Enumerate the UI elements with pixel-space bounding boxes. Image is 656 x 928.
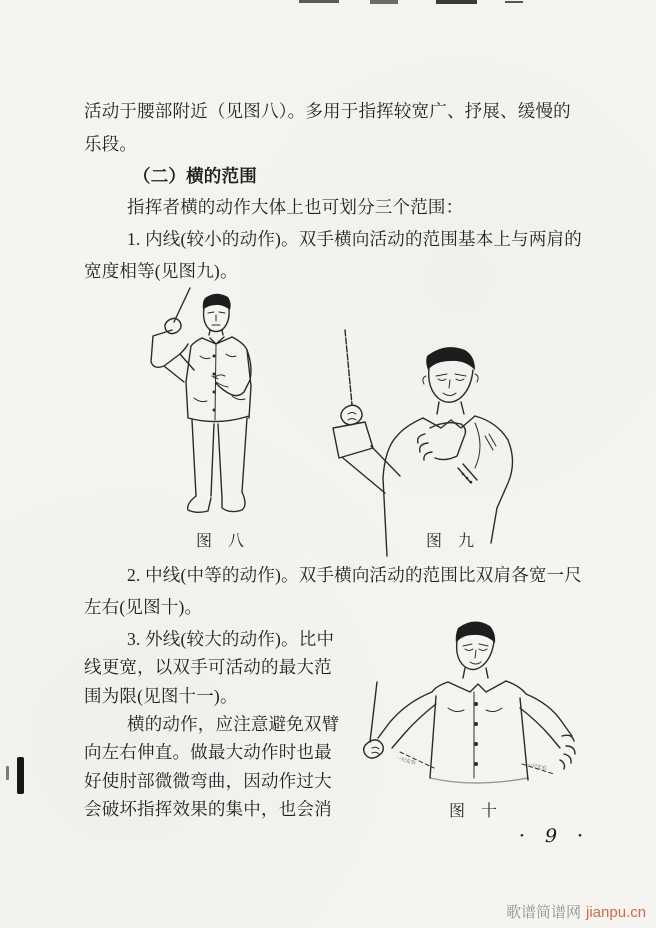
scan-artifact-spine-mark — [17, 757, 24, 794]
text-line: 横的动作，应注意避免双臂 — [127, 714, 340, 734]
text-line: 宽度相等(见图九)。 — [84, 261, 238, 281]
figure-10-annotation-right: 一尺左右 — [526, 763, 548, 772]
text-line: 会破坏指挥效果的集中，也会消 — [84, 799, 332, 819]
watermark-site-name: 歌谱简谱网 — [506, 904, 582, 921]
figure-10-annotation-left: 一尺左右 — [395, 756, 417, 767]
figure-10-illustration — [352, 618, 582, 793]
text-line: 3. 外线(较大的动作)。比中 — [127, 629, 335, 649]
text-line: 线更宽，以双手可活动的最大范 — [84, 657, 332, 677]
text-line: 向左右伸直。做最大动作时也最 — [84, 742, 332, 762]
scan-artifact-top — [370, 0, 398, 4]
text-line: 乐段。 — [84, 134, 138, 154]
text-line: 2. 中线(中等的动作)。双手横向活动的范围比双肩各宽一尺 — [127, 565, 582, 585]
figure-8-illustration — [150, 286, 270, 524]
figure-8-caption: 图 八 — [195, 533, 244, 550]
page-number-value: 9 — [544, 825, 558, 847]
text-line: 好使肘部微微弯曲，因动作过大 — [84, 771, 332, 791]
watermark-site-url: jianpu.cn — [586, 904, 647, 921]
site-watermark — [506, 901, 646, 922]
text-line: 活动于腰部附近（见图八）。多用于指挥较宽广、抒展、缓慢的 — [84, 101, 571, 121]
section-heading: （二）横的范围 — [133, 166, 257, 186]
figure-9-caption: 图 九 — [425, 533, 474, 550]
scan-artifact-top — [299, 0, 339, 3]
page-number-bullet-left: • — [520, 830, 524, 842]
text-line: 左右(见图十)。 — [84, 597, 203, 617]
text-line: 1. 内线(较小的动作)。双手横向活动的范围基本上与两肩的 — [127, 229, 582, 249]
text-line: 围为限(见图十一)。 — [84, 686, 238, 706]
scan-artifact-top — [505, 1, 523, 3]
scan-artifact-top — [436, 0, 477, 4]
page-number-bullet-right: • — [578, 830, 582, 842]
text-line: 指挥者横的动作大体上也可划分三个范围： — [127, 197, 464, 217]
figure-10-caption: 图 十 — [448, 803, 497, 820]
figure-9-illustration — [325, 328, 520, 558]
page-number — [520, 826, 582, 846]
scan-artifact-spine-tick — [6, 766, 9, 780]
